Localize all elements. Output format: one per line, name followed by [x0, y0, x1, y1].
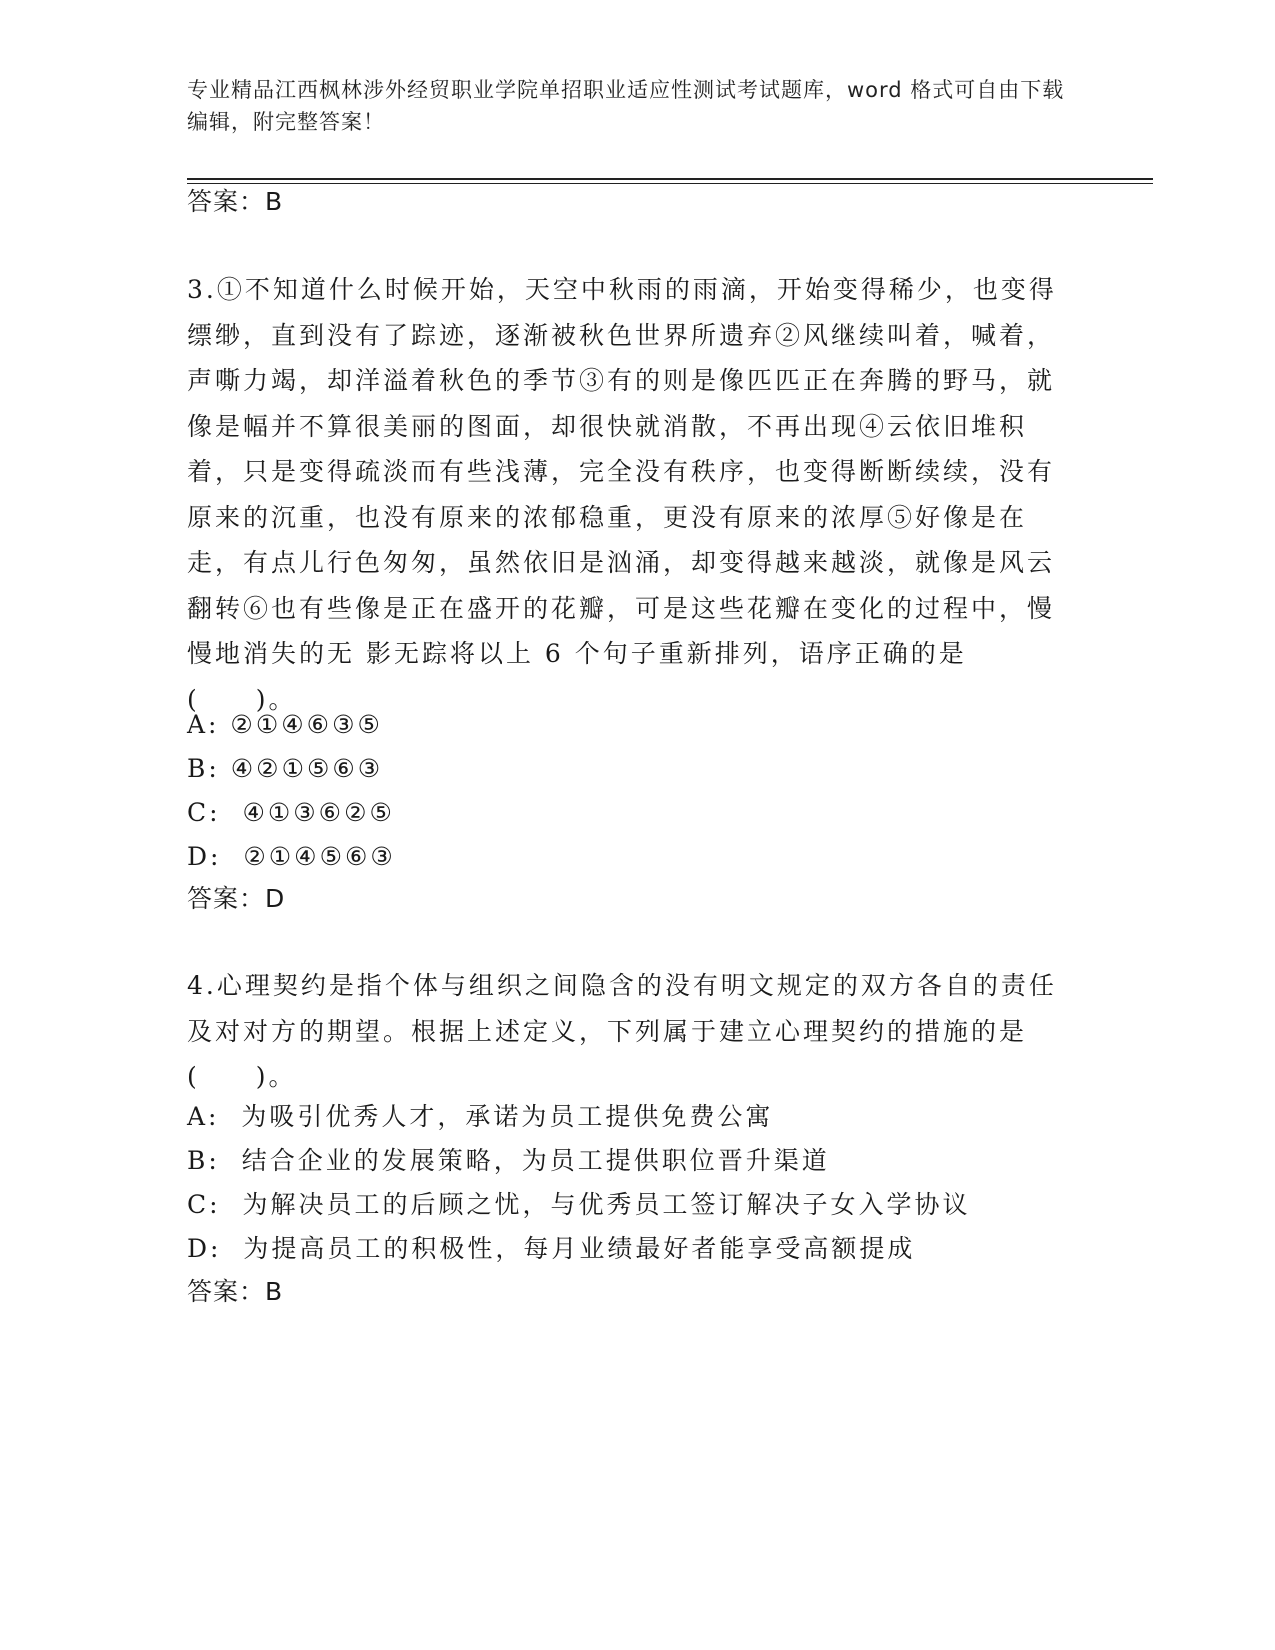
header-divider-thin: [187, 183, 1153, 184]
question-4-answer: 答案：B: [187, 1277, 284, 1306]
previous-answer: 答案：B: [187, 187, 284, 216]
question-3-answer: 答案：D: [187, 884, 286, 913]
question-4-stem: 4.心理契约是指个体与组织之间隐含的没有明文规定的双方各自的责任及对对方的期望。根据上述定义，下列属于建立心理契约的措施的是( )。: [187, 971, 1057, 1091]
question-3-stem: 3.①不知道什么时候开始，天空中秋雨的雨滴，开始变得稀少，也变得缥缈，直到没有了踪迹，逐渐被秋色世界所遗弃②风继续叫着，喊着，声嘶力竭，却洋溢着秋色的季节③有的则是像匹匹正在奔腾的野马，就像是幅并不算很美丽的图面，却很快就消散，不再出现④云依旧堆积着，只是变得疏淡而有些浅薄，完全没有秩序，也变得断断续续，没有原来的沉重，也没有原来的浓郁稳重，更没有原来的浓厚⑤好像是在走，有点儿行色匆匆，虽然依旧是汹涌，却变得越来越淡，就像是风云翻转⑥也有些像是正在盛开的花瓣，可是这些花瓣在变化的过程中，慢慢地消失的无 影无踪将以上 6 个句子重新排列，语序正确的是( )。: [187, 275, 1057, 714]
question-4-option-a: A: 为吸引优秀人才，承诺为员工提供免费公寓: [187, 1102, 774, 1131]
question-3-option-d: D: ②①④⑤⑥③: [187, 842, 396, 871]
question-4-option-d: D: 为提高员工的积极性，每月业绩最好者能享受高额提成: [187, 1234, 916, 1263]
question-3-option-c: C: ④①③⑥②⑤: [187, 798, 395, 827]
question-3-option-a: A: ②①④⑥③⑤: [187, 710, 383, 739]
header-divider: [187, 178, 1153, 180]
page-header: 专业精品江西枫林涉外经贸职业学院单招职业适应性测试考试题库，word 格式可自由下载编辑，附完整答案！: [187, 78, 1065, 134]
question-4-option-b: B: 结合企业的发展策略，为员工提供职位晋升渠道: [187, 1146, 830, 1175]
question-3-option-b: B: ④②①⑤⑥③: [187, 754, 384, 783]
question-4-option-c: C: 为解决员工的后顾之忧，与优秀员工签订解决子女入学协议: [187, 1190, 971, 1219]
